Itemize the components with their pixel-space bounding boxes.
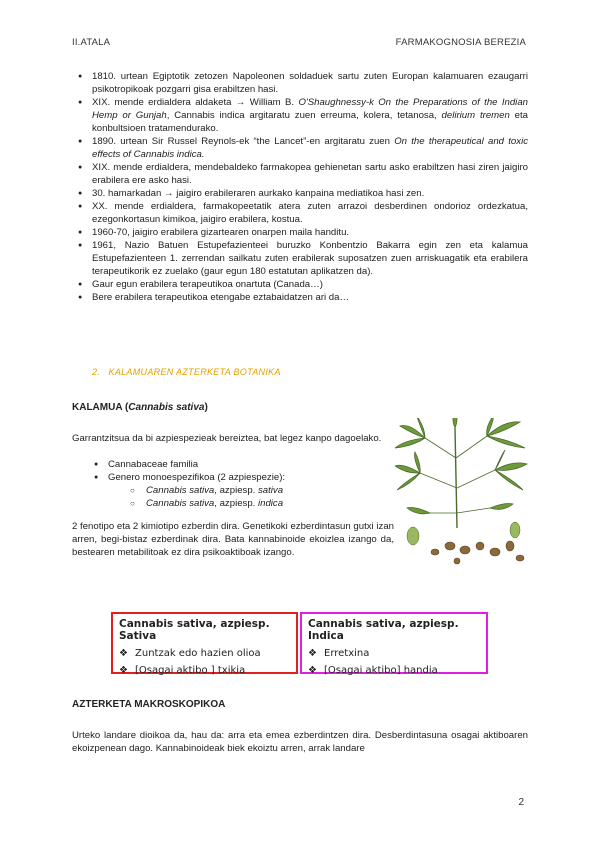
history-bullet — [72, 278, 528, 291]
page-number: 2 — [518, 797, 524, 808]
kalamua-heading-close: ) — [204, 402, 208, 413]
section-heading-botany — [92, 367, 281, 377]
bullet-text: XX. mende erdialdera, farmakopeetatik atera zuten arrazoi desberdinen ondorioz ordezkatua, ezegonkortasun kimikoa, jaigiro erabilera, kostua. — [92, 201, 528, 225]
bullet-text: 30. hamarkadan → jaigiro erabileraren aurkako kanpaina mediatikoa hasi zen. — [92, 188, 425, 199]
header-subject: FARMAKOGNOSIA BEREZIA — [395, 37, 526, 48]
history-bullet-list — [72, 70, 528, 304]
history-bullet — [72, 226, 528, 239]
sub2-latin: Cannabis sativa — [146, 498, 215, 509]
sativa-item-text: [Osagai aktibo ] txikia — [135, 665, 246, 676]
bullet-text: 1810. urtean Egiptotik zetozen Napoleonen soldaduek sartu zuten Europan kalamuaren ezaugarri psikotropikoak pozgarri gisa erabiltzen hasi. — [92, 71, 528, 95]
indica-item-text: [Osagai aktibo] handia — [324, 665, 438, 676]
sativa-item — [119, 665, 290, 676]
bullet-text: 1890. urtean Sir Russel Reynols-ek “the Lancet”-en argitaratu zuen — [92, 136, 395, 147]
macro-paragraph: Urteko landare dioikoa da, hau da: arra eta emea ezberdintzen dira. Desberdintasuna osagai aktiboaren ekoizpenean dago. Kannabinoideak biek ekoiztu arren, arrak landare — [72, 730, 528, 754]
sativa-item-text: Zuntzak edo hazien olioa — [135, 648, 261, 659]
history-bullet — [72, 200, 528, 226]
history-bullet — [72, 161, 528, 187]
taxonomy-family: ● Cannabaceae familia — [72, 458, 402, 471]
indica-item — [308, 665, 480, 676]
phenotype-paragraph: 2 fenotipo eta 2 kimiotipo ezberdin dira. Genetikoki ezberdintasun gutxi izan arren, begi-bistaz ezberdinak dira. Bata kannabinoide ekoizlea izango da, bestearen metabilitoak ez dira psikoaktiboak izango. — [72, 521, 394, 558]
diamond-bullet-icon: ❖ — [119, 648, 128, 659]
macro-heading: AZTERKETA MAKROSKOPIKOA — [72, 699, 226, 710]
bullet-text: 1960-70, jaigiro erabilera gizartearen onarpen maila handitu. — [92, 227, 350, 238]
italic-text: O'Shaughnessy-k On the Preparations of the Indian Hemp or Gunjah — [92, 97, 528, 121]
diamond-bullet-icon: ❖ — [308, 665, 317, 676]
italic-text: delirium tremen — [441, 110, 510, 121]
sub2-name: indica — [258, 498, 284, 509]
kalamua-heading-latin: Cannabis sativa — [128, 402, 205, 413]
sub2-mid: , azpiesp. — [214, 498, 258, 509]
intro-paragraph: Garrantzitsua da bi azpiespezieak bereiztea, bat legez kanpo dagoelako. — [72, 433, 382, 444]
sativa-item — [119, 648, 290, 659]
indica-box-title: Cannabis sativa, azpiesp. Indica — [308, 618, 459, 642]
taxonomy-genus: ● Genero monoespezifikoa (2 azpiespezie): — [72, 471, 402, 484]
history-bullet — [72, 96, 528, 135]
cannabis-plant-illustration — [395, 418, 529, 568]
bullet-text: XIX. mende erdialdera aldaketa → William B. — [92, 97, 299, 108]
indica-item-text: Erretxina — [324, 648, 370, 659]
kalamua-heading — [72, 402, 208, 413]
indica-box — [300, 612, 488, 674]
sub1-latin: Cannabis sativa — [146, 485, 215, 496]
section-title: KALAMUAREN AZTERKETA BOTANIKA — [108, 367, 281, 377]
bullet-text: Bere erabilera terapeutikoa etengabe eztabaidatzen ari da… — [92, 292, 350, 303]
taxonomy-subspecies-indica — [72, 497, 402, 510]
history-bullet — [72, 291, 528, 304]
bullet-text: 1961, Nazio Batuen Estupefazienteei buruzko Konbentzio Bakarra egin zen eta kalamua Estupefazienteen 1. zerrendan sailkatu zuten erabilerak suposatzen zuen arriskuagatik eta erabilera terapeutikorik ez zuelako (gaur egun 180 estatutan aplikatzen da). — [92, 240, 528, 277]
sativa-box-title: Cannabis sativa, azpiesp. Sativa — [119, 618, 270, 642]
bullet-text: XIX. mende erdialdera, mendebaldeko farmakopea gehienetan sartu asko erabiltzen hasi ziren jaigiro erabilera ere asko hasi. — [92, 162, 528, 186]
bullet-text: eta konbultsioen tratamendurako. — [92, 110, 528, 134]
bullet-text: , Cannabis indica argitaratu zuen erreuma, kolera, tetanosa, — [166, 110, 442, 121]
italic-text: On the therapeutical and toxic effects of Cannabis indica. — [92, 136, 528, 160]
header-chapter: II.ATALA — [72, 37, 111, 48]
diamond-bullet-icon: ❖ — [308, 648, 317, 659]
history-bullet — [72, 187, 528, 200]
kalamua-heading-main: KALAMUA ( — [72, 402, 129, 413]
sub1-mid: , azpiesp. — [214, 485, 258, 496]
sub1-name: sativa — [258, 485, 284, 496]
taxonomy-list — [72, 458, 402, 510]
sativa-box — [111, 612, 298, 674]
history-bullet — [72, 70, 528, 96]
history-bullet — [72, 239, 528, 278]
bullet-text: Gaur egun erabilera terapeutikoa onartuta (Canada…) — [92, 279, 323, 290]
indica-item — [308, 648, 480, 659]
taxonomy-subspecies-sativa — [72, 484, 402, 497]
diamond-bullet-icon: ❖ — [119, 665, 128, 676]
section-number: 2. — [92, 367, 101, 377]
history-bullet — [72, 135, 528, 161]
